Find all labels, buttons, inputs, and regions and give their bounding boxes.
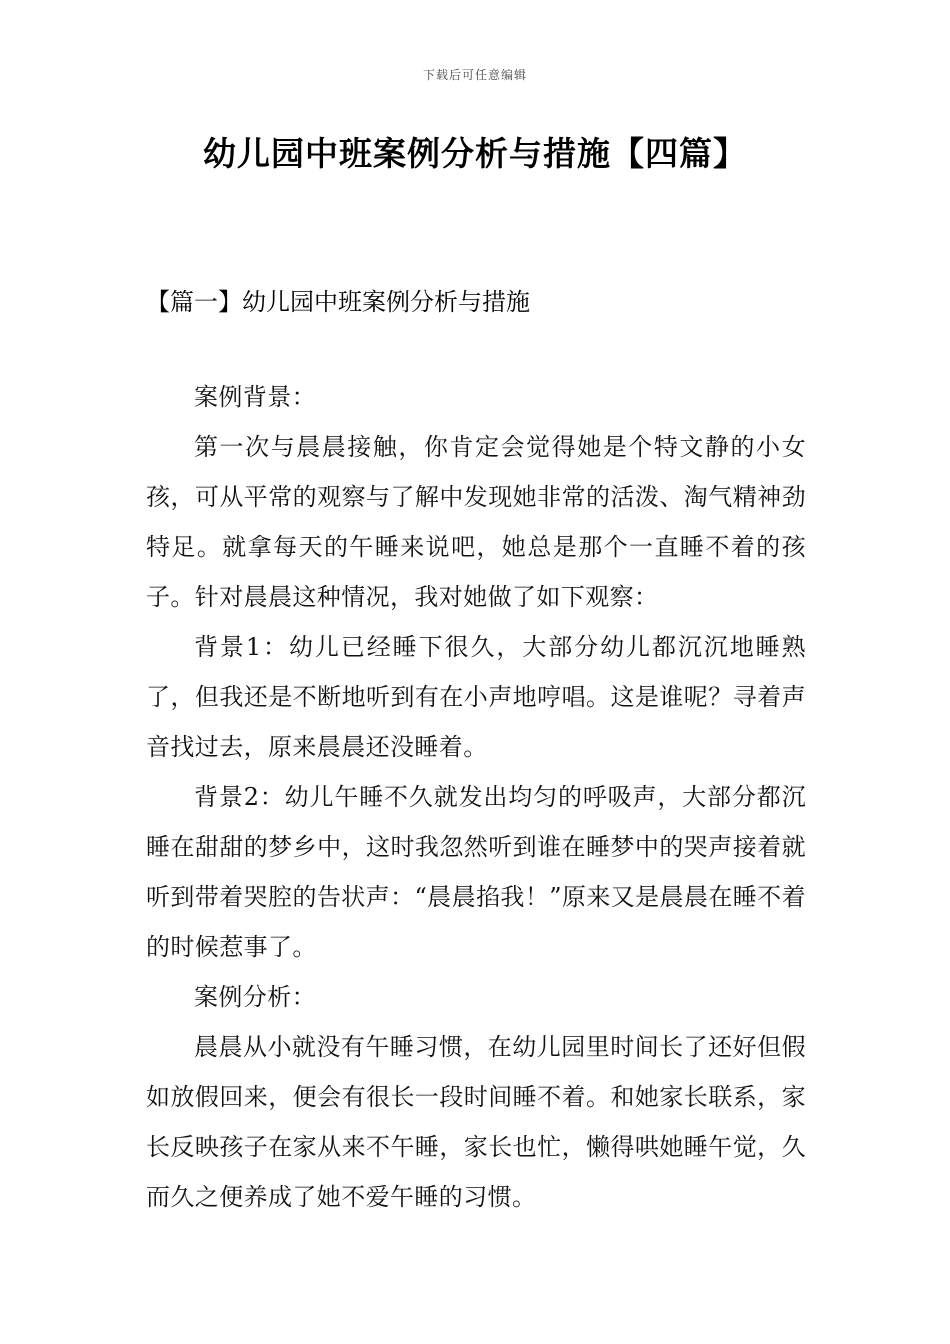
header-note: 下载后可任意编辑 xyxy=(422,68,527,82)
section-heading: 【篇一】幼儿园中班案例分析与措施 xyxy=(146,288,530,316)
paragraph-intro: 第一次与晨晨接触，你肯定会觉得她是个特文静的小女孩，可从平常的观察与了解中发现她非常的活泼、淘气精神劲特足。就拿每天的午睡来说吧，她总是那个一直睡不着的孩子。针对晨晨这种情况，我对她做了如下观察： xyxy=(146,433,806,611)
document-body xyxy=(146,372,806,1222)
paragraph-case-analysis-label: 案例分析： xyxy=(194,983,316,1011)
paragraph-case-background-label: 案例背景： xyxy=(194,383,316,411)
paragraph-background-1: 背景1：幼儿已经睡下很久，大部分幼儿都沉沉地睡熟了，但我还是不断地听到有在小声地哼唱。这是谁呢？寻着声音找过去，原来晨晨还没睡着。 xyxy=(146,633,806,761)
paragraph-analysis: 晨晨从小就没有午睡习惯，在幼儿园里时间长了还好但假如放假回来，便会有很长一段时间睡不着。和她家长联系，家长反映孩子在家从来不午睡，家长也忙，懒得哄她睡午觉，久而久之便养成了她不爱午睡的习惯。 xyxy=(146,1033,806,1211)
document-title: 幼儿园中班案例分析与措施【四篇】 xyxy=(203,134,747,173)
paragraph-background-2: 背景2：幼儿午睡不久就发出均匀的呼吸声，大部分都沉睡在甜甜的梦乡中，这时我忽然听到谁在睡梦中的哭声接着就听到带着哭腔的告状声：“晨晨掐我！”原来又是晨晨在睡不着的时候惹事了。 xyxy=(146,783,806,961)
